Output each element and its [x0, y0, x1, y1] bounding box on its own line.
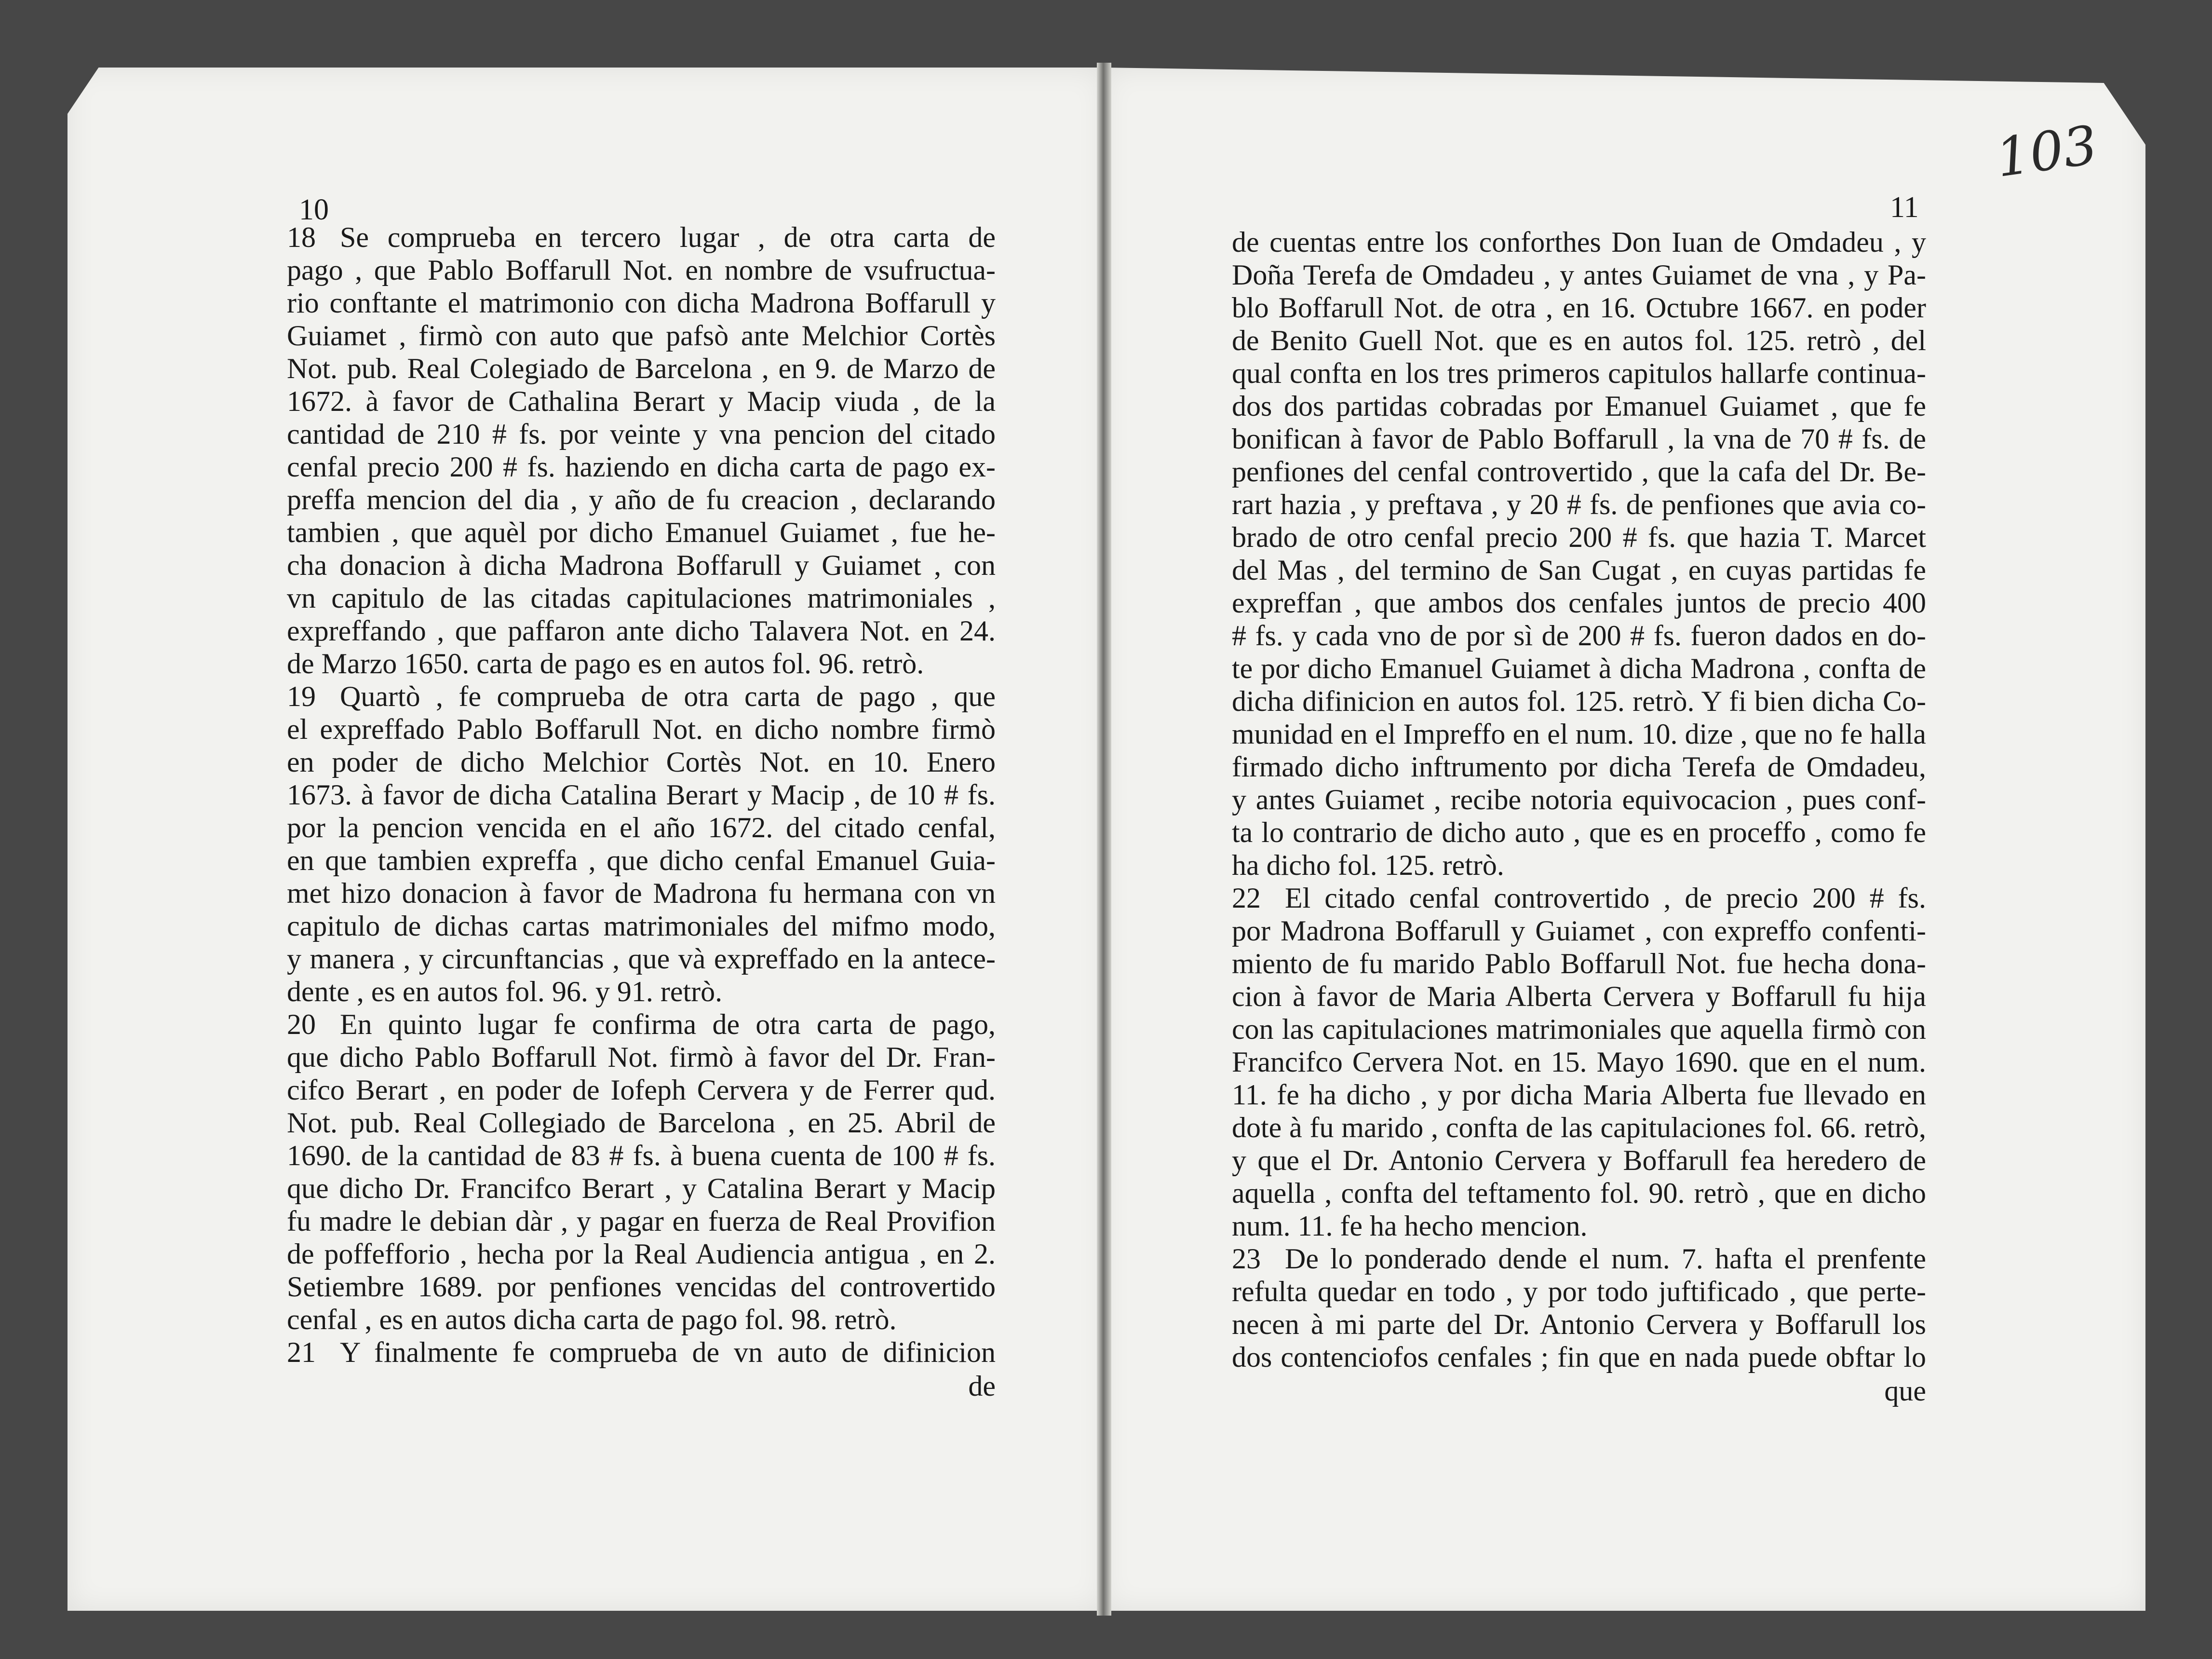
paragraph-19 [287, 680, 996, 1008]
text-line: firmado dicho inftrumento por dicha Terefa de Omdadeu, [1232, 751, 1926, 783]
text-line: dote à fu marido , confta de las capitulaciones fol. 66. retrò, [1232, 1112, 1926, 1143]
text-line: 1672. à favor de Cathalina Berart y Macip viuda , de la [287, 385, 996, 417]
text-line: Not. pub. Real Colegiado de Barcelona , en 9. de Marzo de [287, 353, 996, 384]
text-line: dos dos partidas cobradas por Emanuel Guiamet , que fe [1232, 390, 1926, 422]
right-folio-number: 11 [1890, 191, 1919, 224]
text-line: ta lo contrario de dicho auto , que es en proceffo , como fe [1232, 816, 1926, 848]
text-line: Guiamet , firmò con auto que pafsò ante Melchior Cortès [287, 320, 996, 352]
text-line: rio conftante el matrimonio con dicha Madrona Boffarull y [287, 287, 996, 319]
text-line: blo Boffarull Not. de otra , en 16. Octubre 1667. en poder [1232, 292, 1926, 324]
text-line: cenfal precio 200 # fs. haziendo en dicha carta de pago ex- [287, 451, 996, 483]
text-line: expreffan , que ambos dos cenfales juntos de precio 400 [1232, 587, 1926, 619]
paragraph-number: 21 [287, 1336, 316, 1368]
paragraph-number: 18 [287, 221, 316, 253]
text-line: brado de otro cenfal precio 200 # fs. que hazia T. Marcet [1232, 521, 1926, 553]
text-line: te por dicho Emanuel Guiamet à dicha Madrona , confta de [1232, 653, 1926, 684]
paragraph-number: 22 [1232, 882, 1261, 914]
text-line: dicha difinicion en autos fol. 125. retrò. Y fi bien dicha Co- [1232, 685, 1926, 717]
text-line: Quartò , fe comprueba de otra carta de pago , que [340, 680, 996, 712]
text-line: De lo ponderado dende el num. 7. hafta el prenfente [1285, 1243, 1926, 1275]
text-line: 1690. de la cantidad de 83 # fs. à buena cuenta de 100 # fs. [287, 1140, 996, 1171]
left-text-column [287, 221, 996, 1402]
text-line: y que el Dr. Antonio Cervera y Boffarull fea heredero de [1232, 1144, 1926, 1176]
text-line: met hizo donacion à favor de Madrona fu hermana con vn [287, 877, 996, 909]
paragraph-number: 23 [1232, 1243, 1261, 1275]
text-line: num. 11. fe ha hecho mencion. [1232, 1210, 1588, 1242]
text-line: del Mas , del termino de San Cugat , en cuyas partidas fe [1232, 554, 1926, 586]
text-line: Francifco Cervera Not. en 15. Mayo 1690. que en el num. [1232, 1046, 1926, 1078]
text-line: Y finalmente fe comprueba de vn auto de difinicion [340, 1336, 996, 1368]
text-line: penfiones del cenfal controvertido , que la cafa del Dr. Be- [1232, 456, 1926, 488]
text-line: En quinto lugar fe confirma de otra carta de pago, [340, 1008, 996, 1040]
text-line: fu madre le debian dàr , y pagar en fuerza de Real Provifion [287, 1205, 996, 1237]
text-line: y antes Guiamet , recibe notoria equivocacion , pues conf- [1232, 784, 1926, 816]
text-line: necen à mi parte del Dr. Antonio Cervera y Boffarull los [1232, 1308, 1926, 1340]
text-line: aquella , confta del teftamento fol. 90. retrò , que en dicho [1232, 1177, 1926, 1209]
text-line: cenfal , es en autos dicha carta de pago fol. 98. retrò. [287, 1304, 897, 1335]
text-line: por la pencion vencida en el año 1672. del citado cenfal, [287, 812, 996, 843]
catchword: que [1884, 1375, 1926, 1407]
right-text-column [1232, 226, 1926, 1407]
text-line: cha donacion à dicha Madrona Boffarull y Guiamet , con [287, 549, 996, 581]
text-line: de Benito Guell Not. que es en autos fol. 125. retrò , del [1232, 325, 1926, 356]
text-line: dente , es en autos fol. 96. y 91. retrò. [287, 976, 723, 1007]
text-line: miento de fu marido Pablo Boffarull Not. fue hecha dona- [1232, 948, 1926, 979]
text-line: Not. pub. Real Collegiado de Barcelona , en 25. Abril de [287, 1107, 996, 1139]
text-line: tambien , que aquèl por dicho Emanuel Guiamet , fue he- [287, 517, 996, 548]
continuation-paragraph [1232, 226, 1926, 882]
text-line: y manera , y circunftancias , que và expreffado en la antece- [287, 943, 996, 975]
manuscript-folio-note: 103 [1992, 114, 2101, 189]
text-line: 11. fe ha dicho , y por dicha Maria Alberta fue llevado en [1232, 1079, 1926, 1111]
text-line: capitulo de dichas cartas matrimoniales del mifmo modo, [287, 910, 996, 942]
text-line: de Marzo 1650. carta de pago es en autos fol. 96. retrò. [287, 648, 924, 680]
text-line: refulta quedar en todo , y por todo juftificado , que perte- [1232, 1276, 1926, 1307]
text-line: por Madrona Boffarull y Guiamet , con expreffo confenti- [1232, 915, 1926, 947]
text-line: en poder de dicho Melchior Cortès Not. en 10. Enero [287, 746, 996, 778]
paragraph-21 [287, 1336, 996, 1369]
text-line: El citado cenfal controvertido , de precio 200 # fs. [1285, 882, 1926, 914]
text-line: ha dicho fol. 125. retrò. [1232, 849, 1504, 881]
text-line: pago , que Pablo Boffarull Not. en nombre de vsufructua- [287, 254, 996, 286]
text-line: que dicho Pablo Boffarull Not. firmò à favor del Dr. Fran- [287, 1041, 996, 1073]
text-line: con las capitulaciones matrimoniales que aquella firmò con [1232, 1013, 1926, 1045]
left-folio-number: 10 [299, 193, 329, 226]
text-line: de poffefforio , hecha por la Real Audiencia antigua , en 2. [287, 1238, 996, 1270]
paragraph-18 [287, 221, 996, 680]
text-line: vn capitulo de las citadas capitulaciones matrimoniales , [287, 582, 996, 614]
text-line: rart hazia , y preftava , y 20 # fs. de penfiones que avia co- [1232, 489, 1926, 520]
book-gutter [1097, 63, 1111, 1616]
paragraph-23 [1232, 1242, 1926, 1373]
text-line: # fs. y cada vno de por sì de 200 # fs. fueron dados en do- [1232, 620, 1926, 652]
text-line: bonifican à favor de Pablo Boffarull , la vna de 70 # fs. de [1232, 423, 1926, 455]
paragraph-22 [1232, 882, 1926, 1242]
text-line: cantidad de 210 # fs. por veinte y vna pencion del citado [287, 418, 996, 450]
text-line: Setiembre 1689. por penfiones vencidas del controvertido [287, 1271, 996, 1303]
paragraph-20 [287, 1008, 996, 1336]
text-line: dos contenciofos cenfales ; fin que en nada puede obftar lo [1232, 1341, 1926, 1373]
text-line: que dicho Dr. Francifco Berart , y Catalina Berart y Macip [287, 1172, 996, 1204]
paragraph-number: 20 [287, 1008, 316, 1040]
text-line: cion à favor de Maria Alberta Cervera y Boffarull fu hija [1232, 980, 1926, 1012]
text-line: de cuentas entre los conforthes Don Iuan de Omdadeu , y [1232, 226, 1926, 258]
text-line: preffa mencion del dia , y año de fu creacion , declarando [287, 484, 996, 516]
text-line: cifco Berart , en poder de Iofeph Cervera y de Ferrer qud. [287, 1074, 996, 1106]
text-line: el expreffado Pablo Boffarull Not. en dicho nombre firmò [287, 713, 996, 745]
text-line: en que tambien expreffa , que dicho cenfal Emanuel Guia- [287, 844, 996, 876]
paragraph-number: 19 [287, 680, 316, 712]
catchword: de [968, 1370, 996, 1402]
text-line: expreffando , que paffaron ante dicho Talavera Not. en 24. [287, 615, 996, 647]
text-line: munidad en el Impreffo en el num. 10. dize , que no fe halla [1232, 718, 1926, 750]
text-line: qual confta en los tres primeros capitulos hallarfe continua- [1232, 357, 1926, 389]
text-line: Se comprueba en tercero lugar , de otra carta de [340, 221, 996, 253]
text-line: Doña Terefa de Omdadeu , y antes Guiamet de vna , y Pa- [1232, 259, 1926, 291]
text-line: 1673. à favor de dicha Catalina Berart y Macip , de 10 # fs. [287, 779, 996, 811]
